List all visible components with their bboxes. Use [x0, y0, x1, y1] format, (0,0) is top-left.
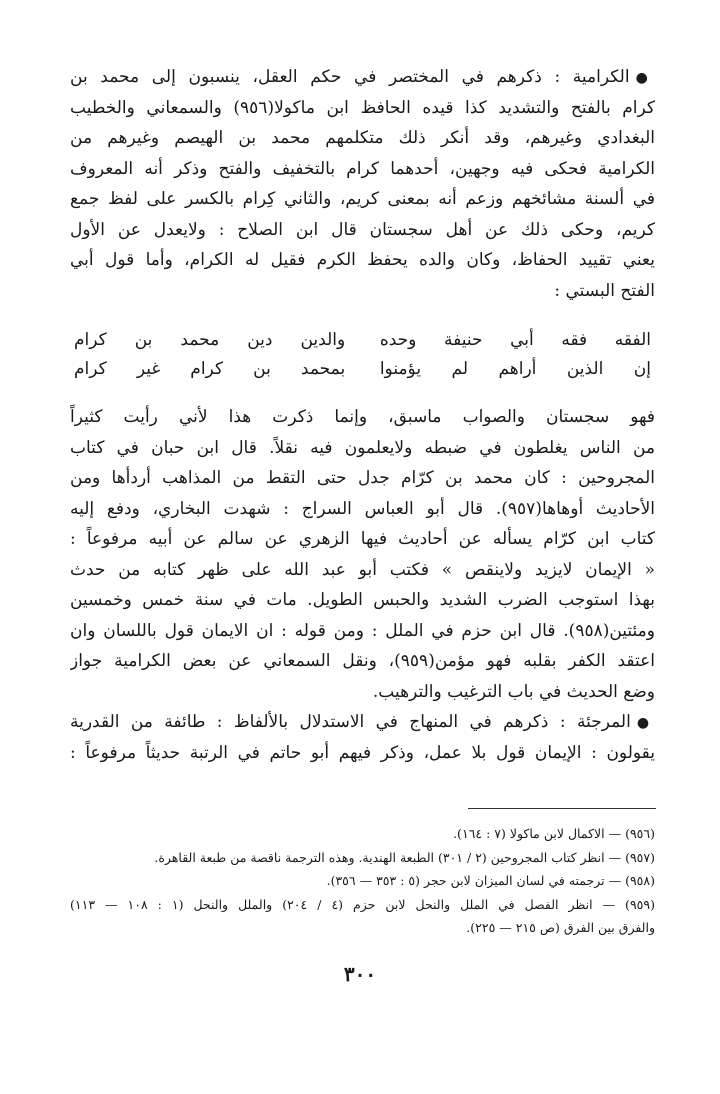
page-number: ٣٠٠ [343, 962, 377, 986]
text-line: من الناس يغلطون في ضبطه ولايعلمون فيه نقلاً. قال ابن حبان في كتاب [70, 437, 655, 458]
text-line: وضع الحديث في باب الترغيب والترهيب. [372, 681, 655, 702]
footnote: (٩٥٩) — انظر الفصل في الملل والنحل لابن حزم (٤ / ٢٠٤) والملل والنحل (١ : ١٠٨ — ١١٣) [70, 896, 655, 912]
text-line: كتاب ابن كرّام يسأله عن أحاديث فيها الزهري عن سالم عن أبيه مرفوعاً : [70, 529, 655, 549]
poem-verse [70, 326, 655, 355]
footnote: والفرق بين الفرق (ص ٢١٥ — ٢٢٥). [466, 920, 655, 935]
text-line [70, 707, 655, 738]
text-line: فهو سجستان والصواب ماسبق، وإنما ذكرت هذا لأني رأيت كثيراً [70, 407, 655, 427]
text-line: في ألسنة مشائخهم وزعم أنه بمعنى كريم، والثاني كِرام بالكسر على لفظ جمع [70, 189, 655, 209]
poem-verse [70, 355, 655, 384]
text-line: « الإيمان لايزيد ولاينقص » فكتب أبو عبد الله على ظهر كتابه من حدث [70, 559, 655, 580]
text-line: اعتقد الكفر بقلبه فهو مؤمن(٩٥٩)، ونقل السمعاني عن بعض الكرامية جواز [70, 651, 655, 671]
footnote: (٩٥٧) — انظر كتاب المجروحين (٢ / ٣٠١) الطبعة الهندية. وهذه الترجمة ناقصة من طبعة القاهرة. [154, 849, 655, 865]
poem [70, 326, 655, 384]
text-line: الفتح البستي : [554, 280, 655, 301]
text-line: البغدادي وغيرهم، وقد أنكر ذلك متكلمهم محمد بن الهيصم وغيرهم من [70, 128, 655, 148]
text-line: كرام بالفتح والتشديد كذا قيده الحافظ ابن ماكولا(٩٥٦) والسمعاني والخطيب [70, 97, 655, 118]
text-line-content: الكرامية : ذكرهم في المختصر في حكم العقل، ينسبون إلى محمد بن [70, 67, 630, 87]
main-text [70, 62, 655, 768]
text-line: يقولون : الإيمان قول بلا عمل، وذكر فيهم أبو حاتم في الرتبة حديثاً مرفوعاً : [70, 742, 655, 763]
poem-hemistich: بمحمد بن كرام غير كرام [74, 359, 346, 379]
text-line: الأحاديث أوهاها(٩٥٧). قال أبو العباس السراج : شهدت البخاري، ودفع إليه [70, 498, 655, 519]
text-line [70, 62, 655, 93]
poem-hemistich: الفقه فقه أبي حنيفة وحده [379, 330, 651, 350]
footnote: (٩٥٨) — ترجمته في لسان الميزان لابن حجر (٥ : ٣٥٣ — ٣٥٦). [326, 873, 655, 888]
text-line: يعني تقييد الحفاظ، وكان والده يحفظ الكرم فقيل له الكرام، وأما قول أبي [70, 250, 655, 270]
text-line: كريم، وحكى ذلك عن أهل سجستان قال ابن الصلاح : ولايعدل عن الأول [70, 219, 655, 240]
text-line-content: المرجئة : ذكرهم في المنهاج في الاستدلال بالألفاظ : طائفة من القدرية [70, 712, 631, 732]
footnote: (٩٥٦) — الاكمال لابن ماكولا (٧ : ١٦٤). [453, 826, 655, 841]
poem-hemistich: والدين دين محمد بن كرام [74, 330, 346, 350]
bullet-icon: ● [635, 70, 655, 86]
footnote-separator [468, 808, 656, 809]
text-line: الكرامية فحكى فيه وجهين، أحدهما كرام بالتخفيف والفتح وذكر أنه المعروف [70, 158, 655, 179]
text-line: المجروحين : كان محمد بن كرّام جدل حتى التقط من المذاهب أردأها ومن [70, 468, 655, 488]
footnotes [70, 822, 655, 940]
poem-hemistich: إن الذين أراهم لم يؤمنوا [379, 359, 651, 379]
text-line: ومئتين(٩٥٨). قال ابن حزم في الملل : ومن قوله : ان الايمان قول باللسان وان [70, 620, 655, 641]
text-line: بهذا استوجب الضرب الشديد والحبس الطويل. مات في سنة خمس وخمسين [70, 590, 655, 610]
bullet-icon: ● [636, 715, 655, 731]
